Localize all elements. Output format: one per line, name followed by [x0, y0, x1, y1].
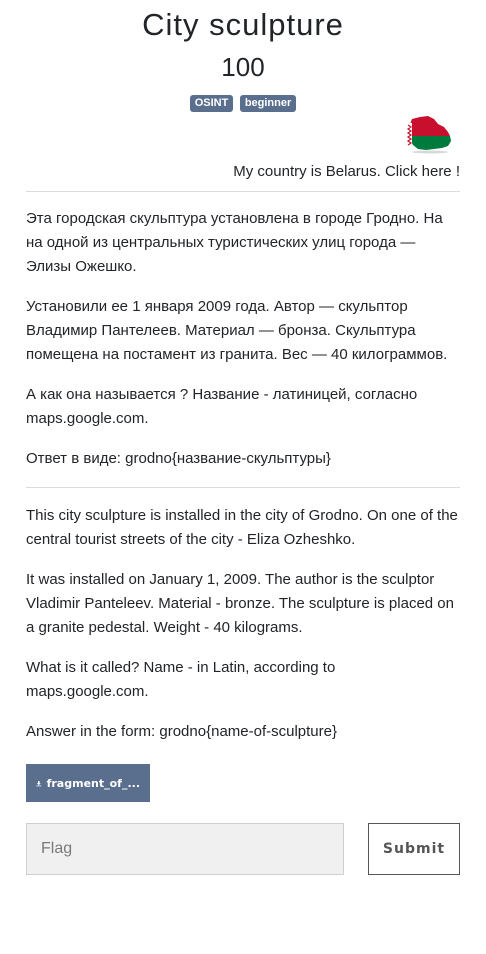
belarus-map-flag-icon[interactable]	[398, 115, 454, 155]
country-line	[26, 163, 460, 181]
file-name-label: fragment_of_...	[46, 776, 140, 790]
description-paragraph: Answer in the form: grodno{name-of-sculpture}	[26, 723, 337, 740]
description-paragraph: А как она называется ? Название - латиницей, согласно maps.google.com.	[26, 386, 418, 427]
challenge-panel	[26, 0, 460, 875]
description-paragraph: Эта городская скульптура установлена в городе Гродно. На на одной из центральных туристических улиц города — Элизы Ожешко.	[26, 210, 443, 275]
challenge-tags	[26, 93, 460, 111]
flag-submit-form	[26, 823, 460, 875]
challenge-title: City sculpture	[142, 7, 344, 42]
download-icon	[36, 777, 42, 790]
description-paragraph: This city sculpture is installed in the city of Grodno. On one of the central tourist streets of the city - Eliza Ozheshko.	[26, 507, 458, 548]
description-paragraph: Ответ в виде: grodno{название-скульптуры}	[26, 450, 331, 467]
country-link[interactable]: My country is Belarus. Click here !	[233, 163, 460, 180]
submit-button[interactable]: Submit	[368, 823, 460, 875]
description-paragraph: Установили ее 1 января 2009 года. Автор — скульптор Владимир Пантелеев. Материал — бронза. Скульптура помещена на постамент из гранита. Вес — 40 килограммов.	[26, 298, 448, 363]
tag-beginner: beginner	[240, 95, 296, 112]
flag-input[interactable]	[26, 823, 344, 875]
description-english	[26, 488, 460, 744]
description-paragraph: What is it called? Name - in Latin, according to maps.google.com.	[26, 659, 336, 700]
challenge-points: 100	[221, 52, 265, 82]
description-paragraph: It was installed on January 1, 2009. The author is the sculptor Vladimir Panteleev. Material - bronze. The sculpture is placed on a granite pedestal. Weight - 40 kilograms.	[26, 571, 454, 636]
tag-osint: OSINT	[190, 95, 234, 112]
file-download-button[interactable]	[26, 764, 150, 802]
description-russian	[26, 192, 460, 471]
country-flag-row	[26, 115, 460, 155]
